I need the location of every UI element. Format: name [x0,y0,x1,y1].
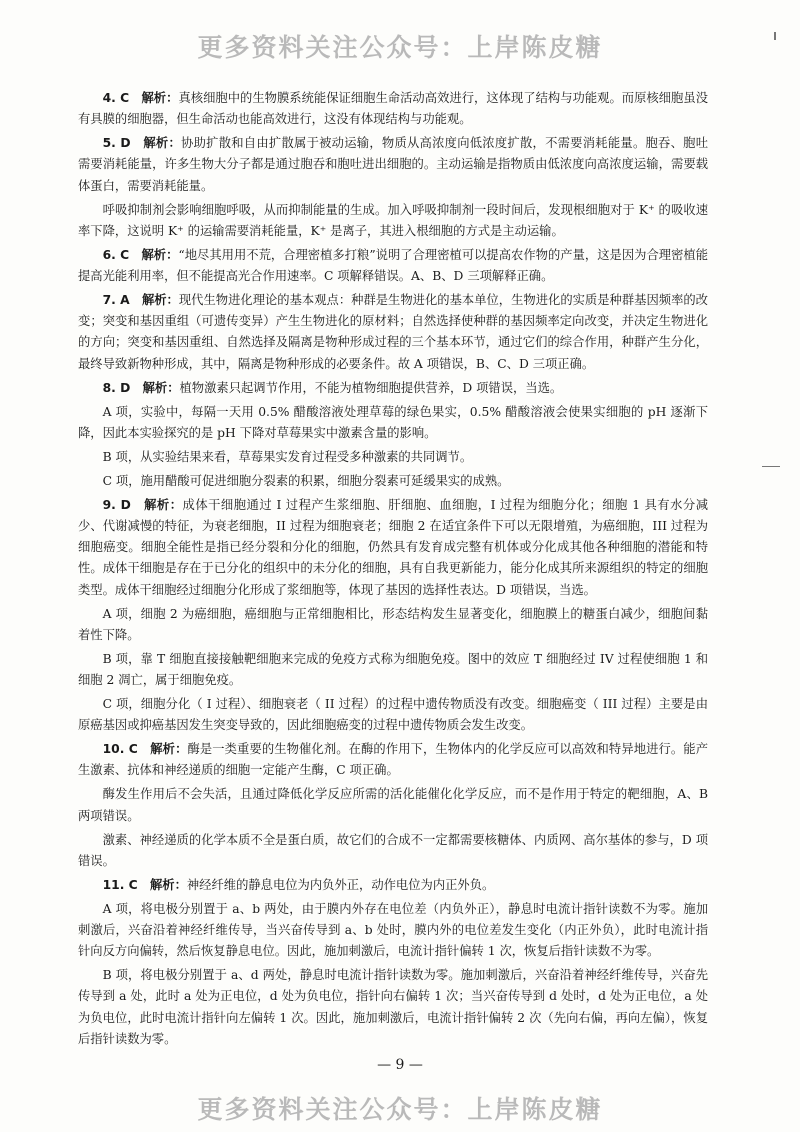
paragraph [78,290,708,375]
paragraph-text: 酶是一类重要的生物催化剂。在酶的作用下，生物体内的化学反应可以高效和特异地进行。能产生激素、抗体和神经递质的细胞一定能产生酶，C 项正确。 [78,742,708,778]
paragraph [78,899,708,963]
paragraph-text: B 项，将电极分别置于 a、d 两处，静息时电流计指针读数为零。施加刺激后，兴奋沿着神经纤维传导，兴奋先传导到 a 处，此时 a 处为正电位，d 处为负电位，指针向右偏转 1 次；当兴奋传导到 d 处时，d 处为正电位，a 处为负电位，此时电流计指针向左偏转 1 次。因此，施加刺激后，电流计指针偏转 2 次（先向右偏，再向左偏），恢复后指针读数为零。 [78,968,708,1046]
paragraph [78,402,708,444]
paragraph [78,784,708,826]
paragraph-text: B 项，靠 T 细胞直接接触靶细胞来完成的免疫方式称为细胞免疫。图中的效应 T 细胞经过 IV 过程使细胞 1 和细胞 2 凋亡，属于细胞免疫。 [78,651,708,688]
paragraph-text: 协助扩散和自由扩散属于被动运输，物质从高浓度向低浓度扩散，不需要消耗能量。胞吞、胞吐需要消耗能量，许多生物大分子都是通过胞吞和胞吐进出细胞的。主动运输是指物质由低浓度向高浓度运输，需要载体蛋白，需要消耗能量。 [78,136,708,193]
watermark-bottom: 更多资料关注公众号：上岸陈皮糖 [197,1095,603,1124]
paragraph [78,694,708,736]
paragraph-text: 成体干细胞通过 I 过程产生浆细胞、肝细胞、血细胞，I 过程为细胞分化；细胞 1 具有水分减少、代谢减慢的特征，为衰老细胞，II 过程为细胞衰老；细胞 2 在适宜条件下可以无限增殖，为癌细胞，III 过程为细胞癌变。细胞全能性是指已经分裂和分化的细胞，仍然具有发育成完整有机体或分化成其他各种细胞的潜能和特性。成体干细胞是存在于已分化的组织中的未分化的细胞，具有自我更新能力，能分化成其所来源组织的特定的细胞类型。成体干细胞经过细胞分化形成了浆细胞等，体现了基因的选择性表达。D 项错误，当选。 [78,497,708,597]
paragraph [78,447,708,468]
paragraph [78,830,708,872]
paragraph-text: C 项，细胞分化（ I 过程）、细胞衰老（ II 过程）的过程中遗传物质没有改变。细胞癌变（ III 过程）主要是由原癌基因或抑癌基因发生突变导致的，因此细胞癌变的过程中遗传物质会发生改变。 [78,697,708,733]
paragraph [78,471,708,492]
paragraph-text: C 项，施用醋酸可促进细胞分裂素的积累，细胞分裂素可延缓果实的成熟。 [102,473,510,488]
paragraph-text: 酶发生作用后不会失活，且通过降低化学反应所需的活化能催化化学反应，而不是作用于特定的靶细胞，A、B 两项错误。 [78,787,708,823]
paragraph-text: 激素、神经递质的化学本质不全是蛋白质，故它们的合成不一定都需要核糖体、内质网、高尔基体的参与，D 项错误。 [78,832,708,868]
paragraph [78,88,708,130]
paragraph-text: 真核细胞中的生物膜系统能保证细胞生命活动高效进行，这体现了结构与功能观。而原核细胞虽没有具膜的细胞器，但生命活动也能高效进行，这没有体现结构与功能观。 [78,91,708,127]
paragraph [78,604,708,646]
paragraph-text: A 项，实验中，每隔一天用 0.5% 醋酸溶液处理草莓的绿色果实，0.5% 醋酸溶液会使果实细胞的 pH 逐渐下降，因此本实验探究的是 pH 下降对草莓果实中激素含量的影响。 [78,404,708,440]
paragraph [78,649,708,691]
paragraph [78,200,708,242]
paragraph [78,965,708,1050]
question-lead: 6. C 解析： [102,247,179,262]
paragraph-text: A 项，将电极分别置于 a、b 两处，由于膜内外存在电位差（内负外正），静息时电流计指针读数不为零。施加刺激后，兴奋沿着神经纤维传导，当兴奋传导到 a、b 处时，膜内外的电位差发生变化（内正外负），此时电流计指针向反方向偏转，然后恢复静息电位。因此，施加刺激后，电流计指针偏转 1 次，恢复后指针读数不为零。 [78,901,708,959]
paragraph-text: A 项，细胞 2 为癌细胞，癌细胞与正常细胞相比，形态结构发生显著变化，细胞膜上的糖蛋白减少，细胞间黏着性下降。 [78,606,708,642]
paragraph [78,133,708,197]
paragraph [78,495,708,601]
scan-mark [774,32,776,40]
question-lead: 4. C 解析： [102,91,179,105]
paragraph-text: 呼吸抑制剂会影响细胞呼吸，从而抑制能量的生成。加入呼吸抑制剂一段时间后，发现根细胞对于 K⁺ 的吸收速率下降，这说明 K⁺ 的运输需要消耗能量，K⁺ 是离子，其进入根细胞的方式是主动运输。 [78,202,708,238]
question-lead: 5. D 解析： [102,136,182,151]
scan-mark [762,466,780,467]
paragraph-text: 神经纤维的静息电位为内负外正，动作电位为内正外负。 [186,877,495,892]
question-lead: 8. D 解析： [102,380,180,395]
paragraph [78,245,708,287]
paragraph [78,378,708,399]
paragraph [78,739,708,781]
question-lead: 9. D 解析： [102,497,183,512]
watermark-top: 更多资料关注公众号：上岸陈皮糖 [197,33,603,62]
question-lead: 7. A 解析： [102,293,179,308]
paragraph-text: B 项，从实验结果来看，草莓果实发育过程受多种激素的共同调节。 [102,449,473,464]
answer-explanations [78,88,708,1053]
question-lead: 10. C 解析： [102,742,188,757]
question-lead: 11. C 解析： [102,877,187,892]
page-number: — 9 — [377,1057,423,1073]
paragraph-text: 现代生物进化理论的基本观点：种群是生物进化的基本单位，生物进化的实质是种群基因频率的改变；突变和基因重组（可遗传变异）产生生物进化的原材料；自然选择使种群的基因频率定向改变，并决定生物进化的方向；突变和基因重组、自然选择及隔离是物种形成过程的三个基本环节，通过它们的综合作用，种群产生分化，最终导致新物种形成，其中，隔离是物种形成的必要条件。故 A 项错误，B、C、D 三项正确。 [78,293,708,371]
paragraph-text: 植物激素只起调节作用，不能为植物细胞提供营养，D 项错误，当选。 [179,380,563,395]
paragraph-text: “地尽其用用不荒，合理密植多打粮”说明了合理密植可以提高农作物的产量，这是因为合理密植能提高光能利用率，但不能提高光合作用速率。C 项解释错误。A、B、D 三项解释正确。 [78,247,708,284]
paragraph [78,875,708,896]
